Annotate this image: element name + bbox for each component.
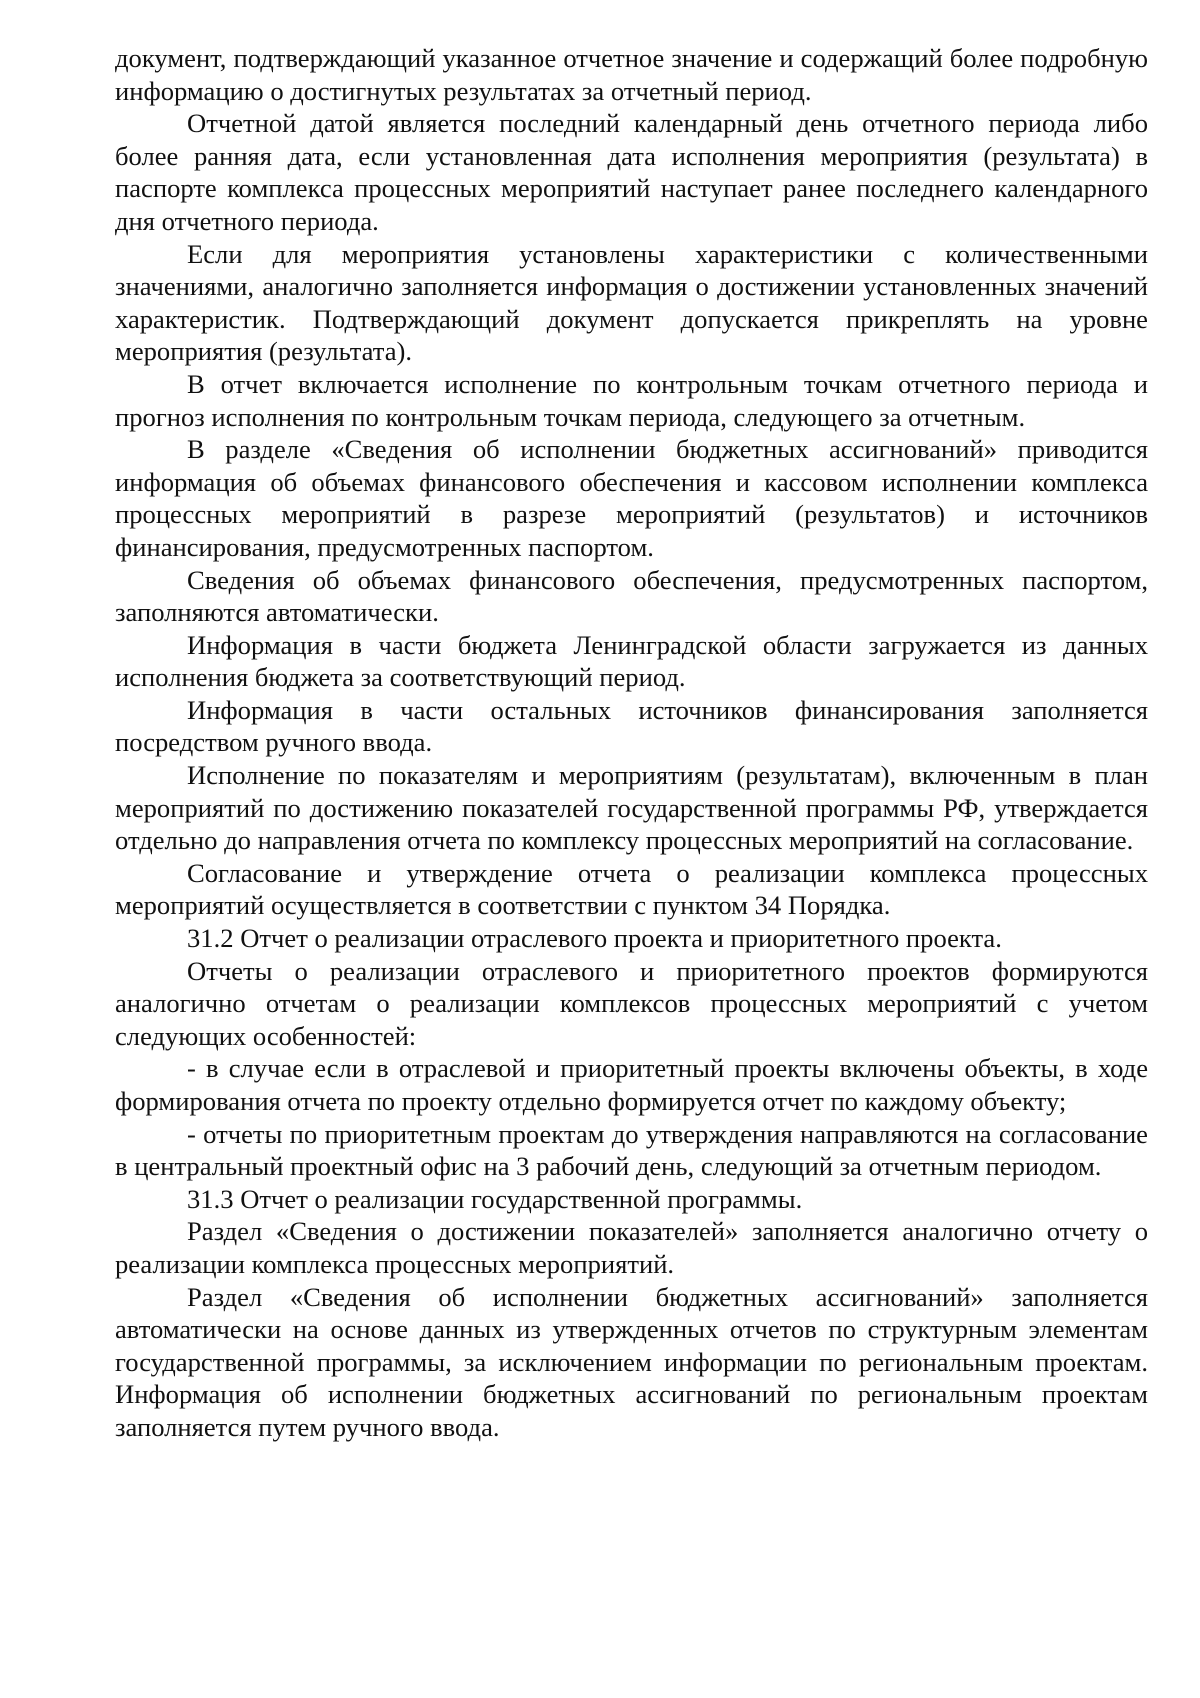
paragraph: Отчетной датой является последний календарный день отчетного периода либо более ранняя дата, если установленная дата исполнения мероприятия (результата) в паспорте комплекса процессных мероприятий наступает ранее последнего календарного дня отчетного периода. — [115, 108, 1148, 236]
paragraph: Информация в части остальных источников финансирования заполняется посредством ручного ввода. — [115, 694, 1148, 758]
paragraph: Согласование и утверждение отчета о реализации комплекса процессных мероприятий осуществляется в соответствии с пунктом 34 Порядка. — [115, 857, 1148, 921]
paragraph: Информация в части бюджета Ленинградской области загружается из данных исполнения бюджета за соответствующий период. — [115, 629, 1148, 693]
paragraph: Раздел «Сведения о достижении показателей» заполняется аналогично отчету о реализации комплекса процессных мероприятий. — [115, 1216, 1148, 1279]
paragraph: документ, подтверждающий указанное отчетное значение и содержащий более подробную информацию о достигнутых результатах за отчетный период. — [115, 43, 1148, 106]
paragraph: В разделе «Сведения об исполнении бюджетных ассигнований» приводится информация об объемах финансового обеспечения и кассовом исполнении комплекса процессных мероприятий в разрезе мероприятий (результатов) и источников финансирования, предусмотренных паспортом. — [115, 434, 1148, 562]
paragraph: Раздел «Сведения об исполнении бюджетных ассигнований» заполняется автоматически на основе данных из утвержденных отчетов по структурным элементам государственной программы, за исключением информации по региональным проектам. Информация об исполнении бюджетных ассигнований по региональным проектам заполняется путем ручного ввода. — [115, 1281, 1148, 1442]
paragraph: В отчет включается исполнение по контрольным точкам отчетного периода и прогноз исполнения по контрольным точкам периода, следующего за отчетным. — [115, 368, 1148, 432]
section-heading: 31.2 Отчет о реализации отраслевого проекта и приоритетного проекта. — [187, 923, 1002, 954]
section-heading: 31.3 Отчет о реализации государственной программы. — [187, 1183, 803, 1214]
list-item: - в случае если в отраслевой и приоритетный проекты включены объекты, в ходе формирования отчета по проекту отдельно формируется отчет по каждому объекту; — [115, 1053, 1148, 1116]
paragraph: Отчеты о реализации отраслевого и приоритетного проектов формируются аналогично отчетам о реализации комплексов процессных мероприятий с учетом следующих особенностей: — [115, 955, 1148, 1051]
paragraph: Сведения об объемах финансового обеспечения, предусмотренных паспортом, заполняются автоматически. — [115, 564, 1148, 628]
list-item: - отчеты по приоритетным проектам до утверждения направляются на согласование в центральный проектный офис на 3 рабочий день, следующий за отчетным периодом. — [115, 1118, 1148, 1182]
paragraph: Исполнение по показателям и мероприятиям (результатам), включенным в план мероприятий по достижению показателей государственной программы РФ, утверждается отдельно до направления отчета по комплексу процессных мероприятий на согласование. — [115, 760, 1148, 856]
paragraph: Если для мероприятия установлены характеристики с количественными значениями, аналогично заполняется информация о достижении установленных значений характеристик. Подтверждающий документ допускается прикреплять на уровне мероприятия (результата). — [115, 238, 1148, 367]
document-page — [115, 42, 1148, 1444]
